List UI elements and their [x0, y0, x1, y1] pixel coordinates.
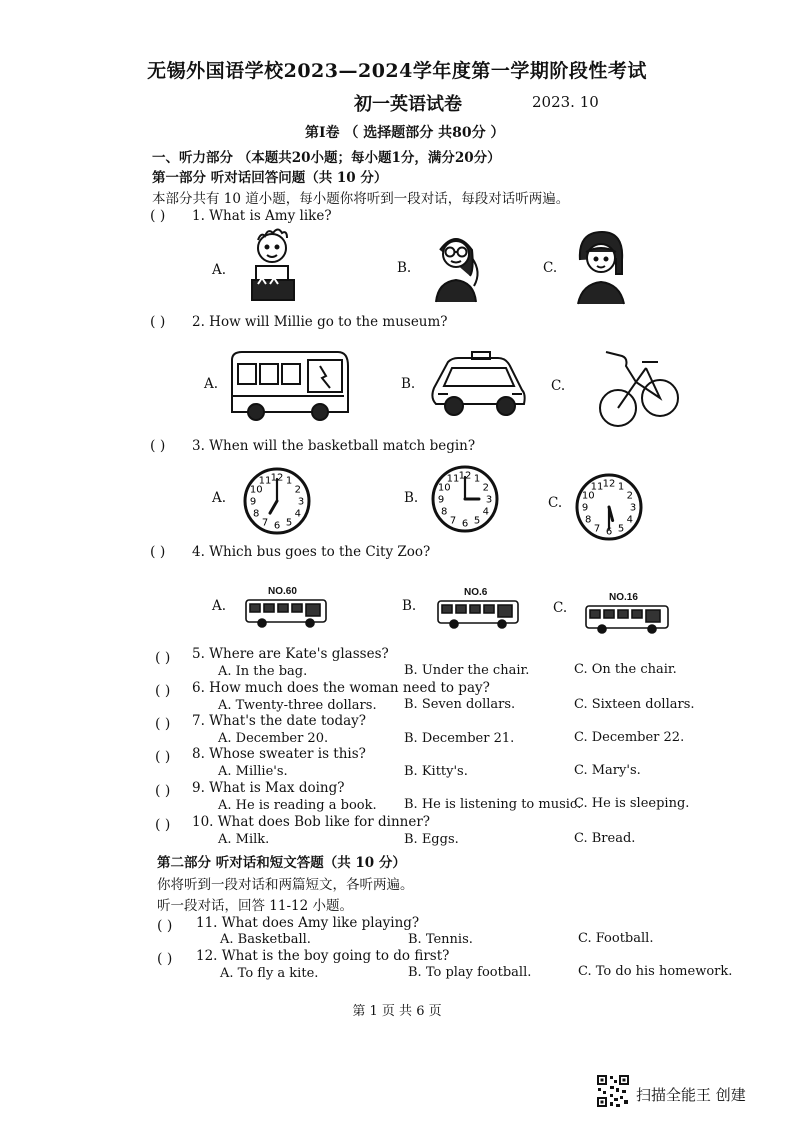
part1-instructions: 本部分共有 10 道小题，每小题你将听到一段对话，每段对话听两遍。 [152, 191, 570, 207]
question-7: 7. What's the date today? [192, 713, 367, 729]
clock-numeral: 10 [437, 482, 451, 494]
clock-numeral: 2 [294, 484, 301, 496]
taxi-image [428, 348, 528, 418]
answer-blank[interactable]: ( ) [155, 817, 171, 833]
clock-c-image [574, 472, 644, 542]
question-10: 10. What does Bob like for dinner? [192, 814, 431, 830]
question-8: 8. Whose sweater is this? [192, 746, 366, 762]
clock-numeral: 3 [485, 494, 493, 506]
part2-instructions: 你将听到一段对话和两篇短文，各听两遍。 [157, 877, 414, 893]
clock-numeral: 2 [482, 482, 489, 494]
scanner-watermark: 扫描全能王 创建 [636, 1086, 746, 1104]
clock-numeral: 12 [458, 470, 472, 482]
q8-option-c[interactable]: C. Mary's. [574, 763, 641, 778]
q8-option-b[interactable]: B. Kitty's. [404, 764, 468, 779]
question-4: 4. Which bus goes to the City Zoo? [192, 544, 431, 560]
exam-title: 无锡外国语学校2023—2024学年度第一学期阶段性考试 [147, 60, 647, 82]
clock-numeral: 10 [581, 490, 595, 502]
q9-option-a[interactable]: A. He is reading a book. [218, 798, 377, 813]
q10-option-b[interactable]: B. Eggs. [404, 832, 459, 847]
answer-blank[interactable]: ( ) [157, 918, 173, 934]
q11-option-c[interactable]: C. Football. [578, 931, 654, 946]
clock-numeral: 8 [441, 506, 448, 518]
page-number: 第 1 页 共 6 页 [352, 1004, 442, 1019]
girl-a-image [244, 228, 304, 306]
clock-numeral: 7 [449, 515, 457, 527]
answer-blank[interactable]: ( ) [157, 951, 173, 967]
answer-blank[interactable]: ( ) [155, 783, 171, 799]
q10-option-c[interactable]: C. Bread. [574, 831, 636, 846]
answer-blank[interactable]: ( ) [155, 683, 171, 699]
option-a-label: A. [212, 262, 227, 278]
question-11: 11. What does Amy like playing? [196, 915, 420, 931]
question-3: 3. When will the basketball match begin? [192, 438, 476, 454]
q9-option-b[interactable]: B. He is listening to music. [404, 797, 582, 812]
option-c-label: C. [548, 495, 563, 511]
q12-option-b[interactable]: B. To play football. [408, 965, 532, 980]
answer-blank[interactable]: ( ) [155, 749, 171, 765]
question-12: 12. What is the boy going to do first? [196, 948, 450, 964]
clock-numeral: 11 [258, 475, 272, 487]
clock-numeral: 1 [617, 481, 625, 493]
option-a-label: A. [204, 376, 219, 392]
clock-a-image [242, 466, 312, 536]
bus-a-number: NO.60 [268, 586, 297, 597]
bus-image [228, 350, 352, 422]
option-b-label: B. [404, 490, 419, 506]
option-c-label: C. [543, 260, 558, 276]
question-9: 9. What is Max doing? [192, 780, 345, 796]
question-6: 6. How much does the woman need to pay? [192, 680, 490, 696]
bus-a-image [244, 598, 328, 628]
clock-numeral: 5 [473, 515, 481, 527]
girl-c-image [572, 230, 630, 306]
section-heading: 一、听力部分 （本题共20小题；每小题1分，满分20分） [152, 150, 501, 166]
clock-b-image [430, 464, 500, 534]
clock-numeral: 1 [473, 473, 481, 485]
clock-numeral: 7 [593, 523, 601, 535]
clock-numeral: 5 [285, 517, 293, 529]
clock-numeral: 10 [249, 484, 263, 496]
clock-numeral: 6 [273, 520, 281, 532]
answer-blank[interactable]: ( ) [155, 716, 171, 732]
q6-option-c[interactable]: C. Sixteen dollars. [574, 697, 695, 712]
q12-option-c[interactable]: C. To do his homework. [578, 964, 733, 979]
answer-blank[interactable]: ( ) [150, 208, 166, 224]
answer-blank[interactable]: ( ) [150, 438, 166, 454]
exam-date: 2023. 10 [532, 93, 599, 111]
option-a-label: A. [212, 490, 227, 506]
volume-heading: 第Ⅰ卷 （ 选择题部分 共80分 ） [305, 125, 505, 141]
q8-option-a[interactable]: A. Millie's. [218, 764, 288, 779]
q9-option-c[interactable]: C. He is sleeping. [574, 796, 690, 811]
part2-title: 第二部分 听对话和短文答题（共 10 分） [157, 855, 406, 871]
option-b-label: B. [401, 376, 416, 392]
clock-numeral: 4 [294, 508, 301, 520]
clock-numeral: 2 [626, 490, 633, 502]
q5-option-a[interactable]: A. In the bag. [218, 664, 308, 679]
q6-option-b[interactable]: B. Seven dollars. [404, 697, 516, 712]
part2-subinstructions: 听一段对话，回答 11-12 小题。 [157, 898, 354, 914]
clock-numeral: 8 [585, 514, 592, 526]
option-b-label: B. [402, 598, 417, 614]
q6-option-a[interactable]: A. Twenty-three dollars. [218, 698, 377, 713]
clock-numeral: 3 [629, 502, 637, 514]
bus-c-image [584, 604, 670, 634]
answer-blank[interactable]: ( ) [150, 544, 166, 560]
clock-numeral: 5 [617, 523, 625, 535]
answer-blank[interactable]: ( ) [150, 314, 166, 330]
question-5: 5. Where are Kate's glasses? [192, 646, 389, 662]
option-b-label: B. [397, 260, 412, 276]
question-2: 2. How will Millie go to the museum? [192, 314, 448, 330]
girl-b-image [428, 230, 488, 304]
answer-blank[interactable]: ( ) [155, 650, 171, 666]
q10-option-a[interactable]: A. Milk. [218, 832, 270, 847]
bus-b-number: NO.6 [464, 587, 488, 598]
bus-c-number: NO.16 [609, 592, 638, 603]
option-c-label: C. [551, 378, 566, 394]
clock-numeral: 9 [581, 502, 589, 514]
q7-option-c[interactable]: C. December 22. [574, 730, 685, 745]
clock-numeral: 6 [461, 518, 469, 530]
clock-numeral: 7 [261, 517, 269, 529]
clock-numeral: 4 [482, 506, 489, 518]
clock-numeral: 9 [437, 494, 445, 506]
q11-option-b[interactable]: B. Tennis. [408, 932, 473, 947]
option-a-label: A. [212, 598, 227, 614]
clock-numeral: 9 [249, 496, 257, 508]
clock-numeral: 12 [270, 472, 284, 484]
option-c-label: C. [553, 600, 568, 616]
clock-numeral: 3 [297, 496, 305, 508]
part1-title: 第一部分 听对话回答问题（共 10 分） [152, 170, 388, 186]
bicycle-image [598, 348, 682, 432]
clock-numeral: 1 [285, 475, 293, 487]
clock-numeral: 11 [590, 481, 604, 493]
clock-numeral: 12 [602, 478, 616, 490]
q5-option-c[interactable]: C. On the chair. [574, 662, 677, 677]
q5-option-b[interactable]: B. Under the chair. [404, 663, 530, 678]
q7-option-a[interactable]: A. December 20. [218, 731, 329, 746]
question-1: 1. What is Amy like? [192, 208, 332, 224]
clock-numeral: 6 [605, 526, 613, 538]
hour-hand [270, 501, 277, 513]
q11-option-a[interactable]: A. Basketball. [220, 932, 311, 947]
clock-numeral: 4 [626, 514, 633, 526]
exam-subtitle: 初一英语试卷 [354, 94, 462, 115]
q12-option-a[interactable]: A. To fly a kite. [220, 966, 319, 981]
clock-numeral: 11 [446, 473, 460, 485]
q7-option-b[interactable]: B. December 21. [404, 731, 515, 746]
clock-numeral: 8 [253, 508, 260, 520]
qr-code-icon [596, 1074, 630, 1108]
bus-b-image [436, 599, 520, 629]
